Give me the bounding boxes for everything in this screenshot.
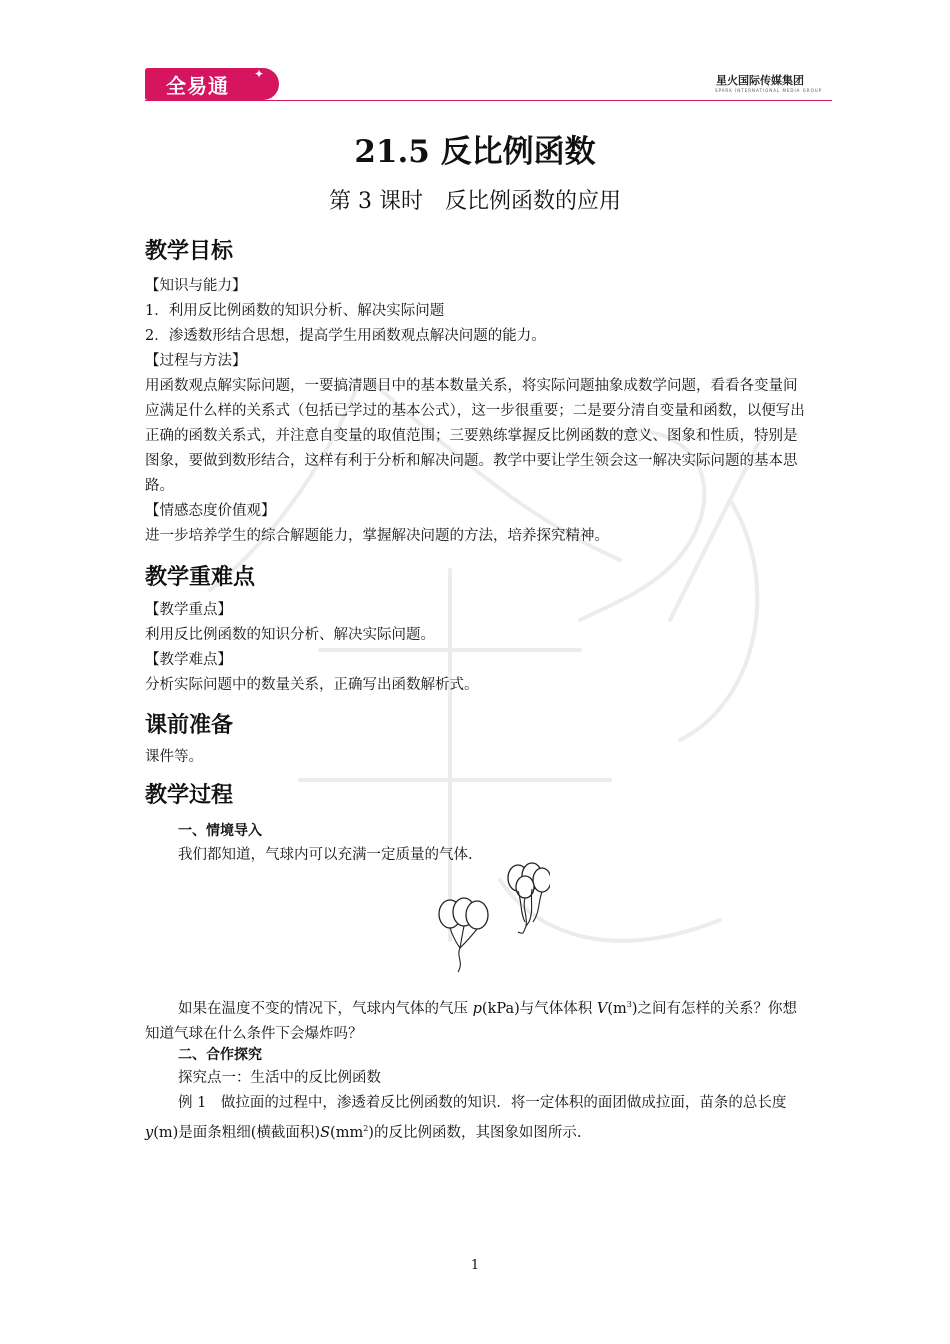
question-paragraph bbox=[145, 992, 810, 1047]
subsection-explore: 二、合作探究 bbox=[178, 1047, 262, 1063]
balloons-illustration bbox=[430, 860, 550, 975]
objective-item-2: 2．渗透数形结合思想，提高学生用函数观点解决问题的能力。 bbox=[145, 328, 546, 344]
explore-point-1: 探究点一：生活中的反比例函数 bbox=[178, 1070, 381, 1086]
section-heading-process: 教学过程 bbox=[145, 783, 234, 808]
objective-item-1: 1．利用反比例函数的知识分析、解决实际问题 bbox=[145, 303, 445, 319]
attitude-label: 【情感态度价值观】 bbox=[145, 503, 276, 519]
var-p: p bbox=[472, 1000, 482, 1017]
example-1-paragraph bbox=[145, 1091, 810, 1146]
method-paragraph: 用函数观点解实际问题，一要搞清题目中的基本数量关系，将实际问题抽象成数学问题，看看各变量间应满足什么样的关系式（包括已学过的基本公式），这一步很重要；二是要分清自变量和函数，以便写出正确的函数关系式，并注意自变量的取值范围；三要熟练掌握反比例函数的意义、图象和性质，特别是图象，要做到数形结合，这样有利于分析和解决问题。教学中要让学生领会这一解决实际问题的基本思路。 bbox=[145, 378, 805, 494]
page-title: 21.5 反比例函数 bbox=[354, 134, 596, 170]
difficulty-text: 分析实际问题中的数量关系，正确写出函数解析式。 bbox=[145, 677, 479, 693]
method-label: 【过程与方法】 bbox=[145, 353, 247, 369]
subsection-intro: 一、情境导入 bbox=[178, 823, 262, 839]
question-text-b: (kPa)与气体体积 bbox=[481, 1000, 597, 1017]
knowledge-label: 【知识与能力】 bbox=[145, 278, 247, 294]
var-v: V bbox=[596, 1000, 608, 1017]
example-text-c: (mm bbox=[330, 1124, 364, 1141]
attitude-paragraph: 进一步培养学生的综合解题能力，掌握解决问题的方法，培养探究精神。 bbox=[145, 528, 609, 544]
page-number: 1 bbox=[470, 1258, 480, 1273]
example-text-a: 例 1 做拉面的过程中，渗透着反比例函数的知识．将一定体积的面团做成拉面，苗条的总长度 bbox=[178, 1095, 787, 1111]
example-text-d: )的反比例函数，其图象如图所示. bbox=[368, 1124, 582, 1141]
question-text-a: 如果在温度不变的情况下，气球内气体的气压 bbox=[178, 1000, 473, 1017]
question-text-d: )之间有怎样的关系？你想知道气球在什么条件下会爆炸吗？ bbox=[145, 1000, 798, 1042]
example-text-b: (m)是面条粗细(横截面积) bbox=[153, 1124, 321, 1141]
brand-name: 星火国际传媒集团 bbox=[716, 74, 804, 87]
var-s: S bbox=[320, 1124, 331, 1141]
section-heading-objectives: 教学目标 bbox=[145, 239, 234, 264]
focus-label: 【教学重点】 bbox=[145, 602, 232, 618]
question-text-c: (m bbox=[607, 1000, 627, 1017]
brand-name-en: SPARK INTERNATIONAL MEDIA GROUP bbox=[715, 88, 823, 93]
page-subtitle: 第 3 课时 反比例函数的应用 bbox=[329, 189, 621, 214]
focus-text: 利用反比例函数的知识分析、解决实际问题。 bbox=[145, 627, 435, 643]
logo: 全易通 bbox=[166, 74, 229, 98]
intro-text: 我们都知道，气球内可以充满一定质量的气体. bbox=[178, 847, 473, 863]
var-y: y bbox=[145, 1124, 154, 1141]
exponent-2: 2 bbox=[363, 1124, 369, 1133]
section-heading-preparation: 课前准备 bbox=[145, 713, 234, 738]
difficulty-label: 【教学难点】 bbox=[145, 652, 232, 668]
preparation-text: 课件等。 bbox=[145, 749, 203, 765]
section-heading-keypoints: 教学重难点 bbox=[145, 565, 256, 590]
star-icon: ✦ bbox=[254, 67, 265, 81]
header-divider bbox=[145, 100, 832, 101]
exponent-3: 3 bbox=[626, 1000, 632, 1009]
